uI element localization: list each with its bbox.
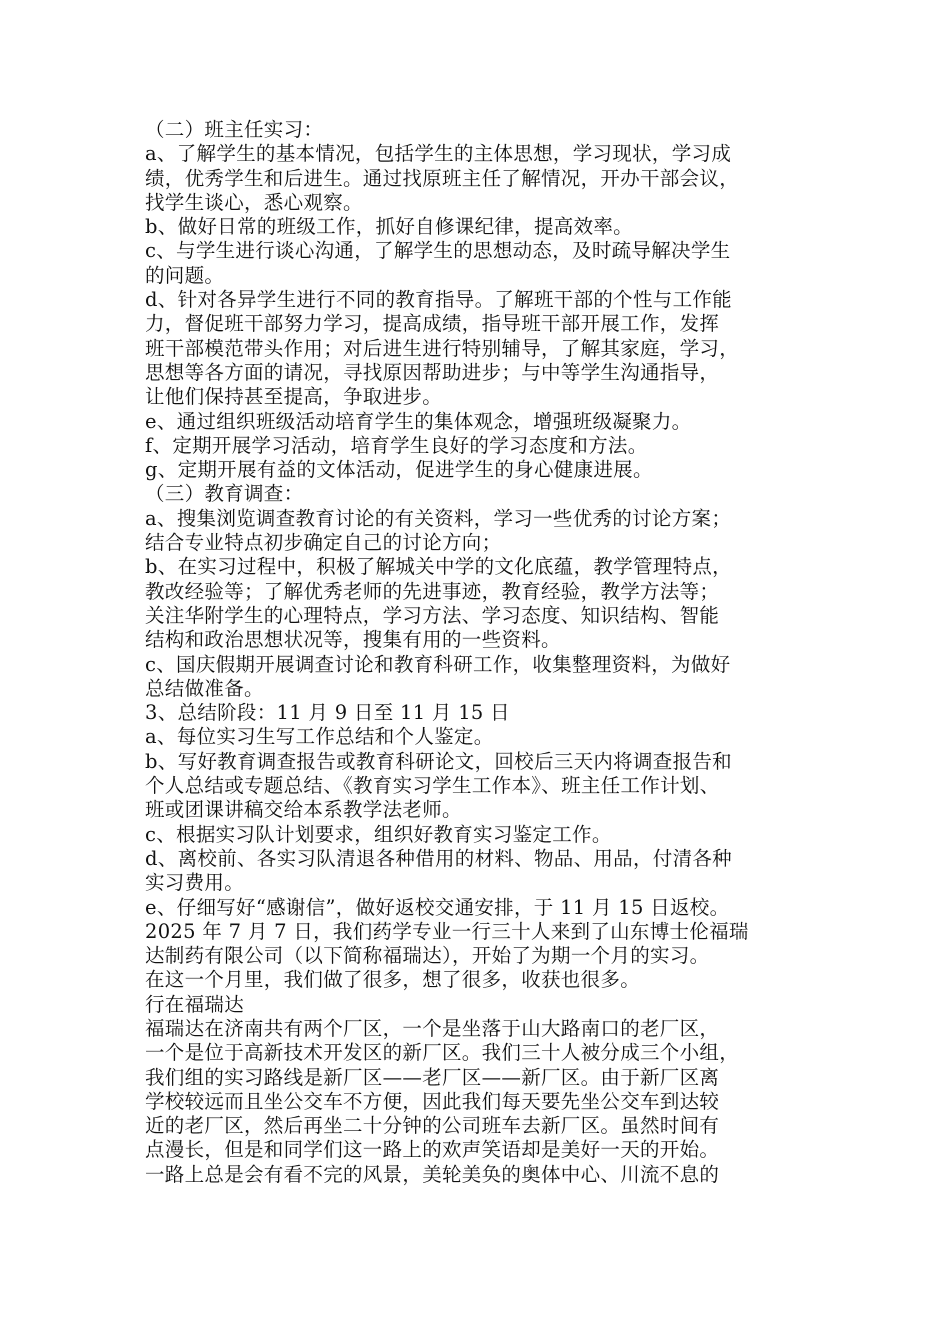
text-line: 思想等各方面的请况，寻找原因帮助进步；与中等学生沟通指导， xyxy=(145,360,720,384)
text-line: e、仔细写好“感谢信”，做好返校交通安排，于 11 月 15 日返校。 xyxy=(145,895,730,919)
text-line: 总结做准备。 xyxy=(145,676,264,700)
text-line: 教改经验等；了解优秀老师的先进事迹，教育经验，教学方法等； xyxy=(145,579,720,603)
text-line: 福瑞达在济南共有两个厂区，一个是坐落于山大路南口的老厂区， xyxy=(145,1016,720,1040)
text-line: b、写好教育调查报告或教育科研论文，回校后三天内将调查报告和 xyxy=(145,749,732,773)
text-line: 近的老厂区，然后再坐二十分钟的公司班车去新厂区。虽然时间有 xyxy=(145,1114,720,1138)
text-line: 结合专业特点初步确定自己的讨论方向； xyxy=(145,531,502,555)
heading-summary-stage: 3、总结阶段：11 月 9 日至 11 月 15 日 xyxy=(145,701,510,725)
text-line: a、每位实习生写工作总结和个人鉴定。 xyxy=(145,725,494,749)
text-line: d、针对各异学生进行不同的教育指导。了解班干部的个性与工作能 xyxy=(145,288,732,312)
text-line: 实习费用。 xyxy=(145,871,245,895)
text-line: c、国庆假期开展调查讨论和教育科研工作，收集整理资料，为做好 xyxy=(145,652,731,676)
text-line: 2025 年 7 月 7 日，我们药学专业一行三十人来到了山东博士伦福瑞 xyxy=(145,919,749,943)
document-body xyxy=(145,118,815,1187)
text-line: c、根据实习队计划要求，组织好教育实习鉴定工作。 xyxy=(145,822,612,846)
text-line: c、与学生进行谈心沟通，了解学生的思想动态，及时疏导解决学生 xyxy=(145,239,731,263)
text-line: 让他们保持甚至提高，争取进步。 xyxy=(145,385,443,409)
text-line: 点漫长，但是和同学们这一路上的欢声笑语却是美好一天的开始。 xyxy=(145,1138,720,1162)
text-line: 达制药有限公司（以下简称福瑞达），开始了为期一个月的实习。 xyxy=(145,944,710,968)
text-line: b、做好日常的班级工作，抓好自修课纪律，提高效率。 xyxy=(145,215,633,239)
text-line: a、搜集浏览调查教育讨论的有关资料，学习一些优秀的讨论方案； xyxy=(145,506,732,530)
text-line: 关注华附学生的心理特点，学习方法、学习态度、知识结构、智能 xyxy=(145,603,720,627)
text-line: 一个是位于高新技术开发区的新厂区。我们三十人被分成三个小组， xyxy=(145,1041,740,1065)
text-line: f、定期开展学习活动，培育学生良好的学习态度和方法。 xyxy=(145,433,648,457)
text-line: 结构和政治思想状况等，搜集有用的一些资料。 xyxy=(145,628,561,652)
text-line: 在这一个月里，我们做了很多，想了很多，收获也很多。 xyxy=(145,968,641,992)
text-line: 一路上总是会有看不完的风景，美轮美奂的奥体中心、川流不息的 xyxy=(145,1162,720,1186)
text-line: b、在实习过程中，积极了解城关中学的文化底蕴，教学管理特点， xyxy=(145,555,732,579)
text-line: 学校较远而且坐公交车不方便，因此我们每天要先坐公交车到达较 xyxy=(145,1089,720,1113)
text-line: g、定期开展有益的文体活动，促进学生的身心健康进展。 xyxy=(145,458,653,482)
text-line: 绩，优秀学生和后进生。通过找原班主任了解情况，开办干部会议， xyxy=(145,166,740,190)
text-line: 力，督促班干部努力学习，提高成绩，指导班干部开展工作，发挥 xyxy=(145,312,720,336)
text-line: 个人总结或专题总结、《教育实习学生工作本》、班主任工作计划、 xyxy=(145,774,720,798)
heading-at-freda: 行在福瑞达 xyxy=(145,992,245,1016)
text-line: 找学生谈心，悉心观察。 xyxy=(145,190,363,214)
heading-education-survey: （三）教育调查： xyxy=(145,482,304,506)
text-line: 的问题。 xyxy=(145,263,225,287)
text-line: 班或团课讲稿交给本系教学法老师。 xyxy=(145,798,462,822)
text-line: e、通过组织班级活动培育学生的集体观念，增强班级凝聚力。 xyxy=(145,409,692,433)
text-line: 我们组的实习路线是新厂区——老厂区——新厂区。由于新厂区离 xyxy=(145,1065,720,1089)
text-line: d、离校前、各实习队清退各种借用的材料、物品、用品，付清各种 xyxy=(145,846,732,870)
text-line: 班干部模范带头作用；对后进生进行特别辅导，了解其家庭，学习， xyxy=(145,336,740,360)
heading-class-teacher-internship: （二）班主任实习： xyxy=(145,118,324,141)
text-line: a、了解学生的基本情况，包括学生的主体思想，学习现状，学习成 xyxy=(145,142,732,166)
